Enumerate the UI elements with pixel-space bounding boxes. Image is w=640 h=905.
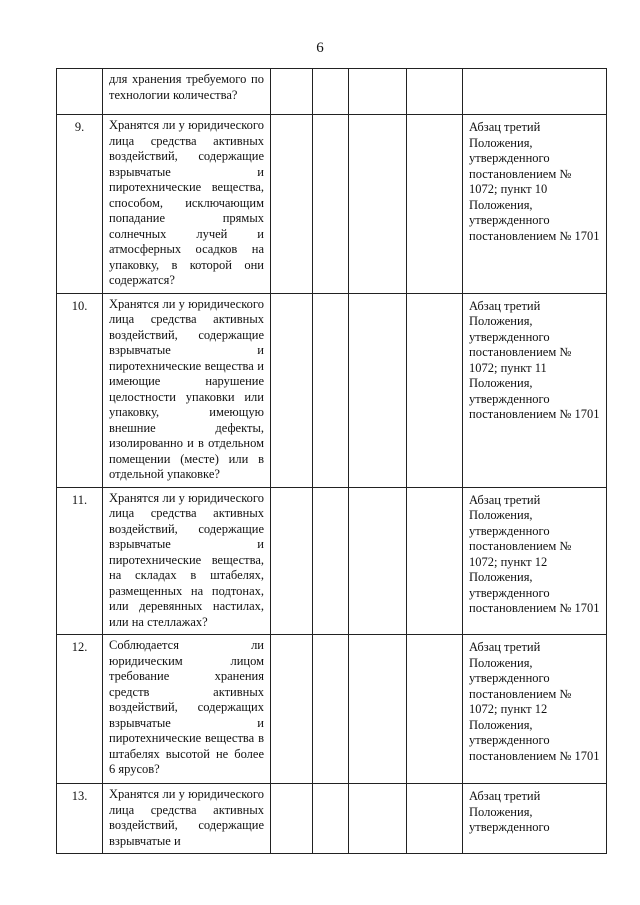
- answer-cell-no: [313, 69, 349, 115]
- reference-cell: Абзац третий Положения, утвержденного постановлением № 1072; пункт 12 Положения, утвержденного постановлением № 1701: [463, 487, 607, 635]
- answer-cell-no: [313, 115, 349, 294]
- row-number: 13.: [57, 784, 103, 854]
- reference-cell: Абзац третий Положения, утвержденного: [463, 784, 607, 854]
- row-number: 11.: [57, 487, 103, 635]
- reference-cell: Абзац третий Положения, утвержденного постановлением № 1072; пункт 10 Положения, утвержденного постановлением № 1701: [463, 115, 607, 294]
- question-cell: Хранятся ли у юридического лица средства активных воздействий, содержащие взрывчатые и: [103, 784, 271, 854]
- answer-cell-yes: [271, 115, 313, 294]
- question-cell: Хранятся ли у юридического лица средства активных воздействий, содержащие взрывчатые и пиротехнические вещества и имеющие нарушение целостности упаковки или упаковку, имеющую внешние дефекты, изолированно и в отдельном помещении (месте) или в отдельной упаковке?: [103, 293, 271, 487]
- question-cell: Хранятся ли у юридического лица средства активных воздействий, содержащие взрывчатые и пиротехнические вещества, на складах в штабелях, размещенных на подтонах, или деревянных настилах, или на стеллажах?: [103, 487, 271, 635]
- table-row: [57, 69, 607, 115]
- reference-cell: Абзац третий Положения, утвержденного постановлением № 1072; пункт 11 Положения, утвержденного постановлением № 1701: [463, 293, 607, 487]
- note-cell: [407, 635, 463, 784]
- table-row: [57, 487, 607, 635]
- reference-cell: [463, 69, 607, 115]
- table-row: [57, 115, 607, 294]
- answer-cell-no: [313, 293, 349, 487]
- answer-cell-yes: [271, 635, 313, 784]
- table-row: [57, 293, 607, 487]
- answer-cell-na: [349, 487, 407, 635]
- table-row: [57, 635, 607, 784]
- answer-cell-no: [313, 784, 349, 854]
- question-cell: Соблюдается ли юридическим лицом требование хранения средств активных воздействий, содержащих взрывчатые и пиротехнические вещества в штабелях высотой не более 6 ярусов?: [103, 635, 271, 784]
- question-cell: Хранятся ли у юридического лица средства активных воздействий, содержащие взрывчатые и пиротехнические вещества, способом, исключающим попадание прямых солнечных лучей и атмосферных осадков на упаковку, в которой они содержатся?: [103, 115, 271, 294]
- note-cell: [407, 784, 463, 854]
- question-cell: для хранения требуемого по технологии количества?: [103, 69, 271, 115]
- answer-cell-no: [313, 635, 349, 784]
- note-cell: [407, 115, 463, 294]
- answer-cell-no: [313, 487, 349, 635]
- row-number: 9.: [57, 115, 103, 294]
- answer-cell-na: [349, 115, 407, 294]
- page-number: 6: [316, 40, 324, 56]
- answer-cell-na: [349, 784, 407, 854]
- checklist-table: [56, 68, 607, 854]
- table-row: [57, 784, 607, 854]
- answer-cell-na: [349, 69, 407, 115]
- answer-cell-yes: [271, 293, 313, 487]
- row-number: [57, 69, 103, 115]
- row-number: 12.: [57, 635, 103, 784]
- answer-cell-na: [349, 293, 407, 487]
- note-cell: [407, 487, 463, 635]
- reference-cell: Абзац третий Положения, утвержденного постановлением № 1072; пункт 12 Положения, утвержденного постановлением № 1701: [463, 635, 607, 784]
- note-cell: [407, 69, 463, 115]
- answer-cell-na: [349, 635, 407, 784]
- answer-cell-yes: [271, 487, 313, 635]
- answer-cell-yes: [271, 784, 313, 854]
- row-number: 10.: [57, 293, 103, 487]
- answer-cell-yes: [271, 69, 313, 115]
- note-cell: [407, 293, 463, 487]
